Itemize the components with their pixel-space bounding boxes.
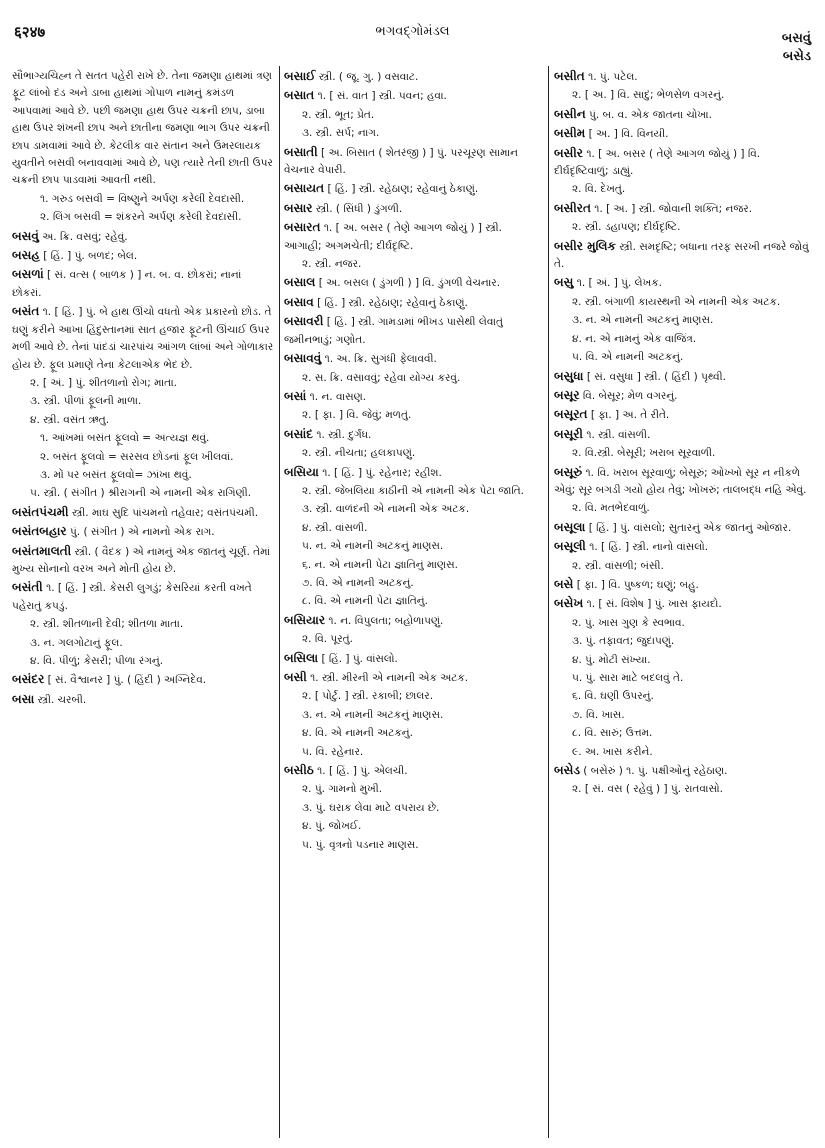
definition-text: [ અ. બસલ ( ડુંગળી ) ] વિ. ડુંગળી વેચનાર. (318, 277, 501, 290)
sense-line: ૭. વિ. એ નામની અટકનું. (302, 576, 414, 589)
definition-text: [ હિં. ] પું. વાંસલો; સુતારનું એક જાતનું ઓજાર. (588, 521, 792, 534)
dictionary-entry (12, 504, 274, 522)
dictionary-entry (12, 303, 274, 374)
sense-line: ૨. સ્ત્રી. જેબલિયા કાઠીની એ નામની એક પેટા જાતિ. (302, 484, 525, 497)
sense-line: ૨. [ સં. વસ ( રહેવું ) ] પું. રાતવાસો. (572, 783, 723, 796)
dictionary-entry (554, 464, 812, 500)
headword: બસે (554, 576, 574, 591)
dictionary-entry (284, 294, 542, 312)
definition-text: ૧. [ સં. વાત ] સ્ત્રી. પવન; હવા. (317, 90, 447, 103)
dictionary-entry (12, 671, 274, 689)
definition-text: [ અ. ] વિ. વિનયી. (588, 128, 669, 141)
definition-text: ૧. [ અં. ] પું. લેખક. (576, 277, 662, 290)
dictionary-entry (554, 538, 812, 556)
definition-text: [ ફા. ] વિ. પુષ્કળ; ઘણું; બહુ. (576, 578, 699, 591)
headword: બસીઠ (284, 763, 314, 778)
dictionary-entry (284, 313, 542, 349)
sense-line: ૪. ન. એ નામનું એક વાજિંત્ર. (572, 332, 697, 345)
headword: બસહ (12, 248, 40, 263)
sense-line: ૨. સ્ત્રી. ડહાપણ; દીર્ઘદૃષ્ટિ. (572, 221, 681, 234)
idiom-line: ૧. ગરુડ બસવી = વિષ્ણુને અર્પણ કરેલી દેવદાસી. (40, 192, 245, 205)
headword: બસા (12, 691, 35, 706)
headword: બસીન (554, 106, 586, 121)
dictionary-entry (554, 274, 812, 292)
sense-line: ૩. પું. ઘરાક લેવા માટે વપરાય છે. (302, 801, 440, 814)
dictionary-entry (554, 106, 812, 124)
headword: બસંત (12, 304, 40, 319)
headword: બસંતબહાર (12, 524, 67, 539)
dictionary-entry (12, 68, 274, 190)
definition-text: સૌભાગ્યચિહ્ન તે સતત પહેરી રાખે છે. તેના જમણા હાથમાં ત્રણ ફૂટ લાંબો દંડ અને ડાબા હાથમાં ગોપાળ નામનું કમંડળ આપવામાં આવે છે. પછી જમણા હાથ ઉપર ચક્રની છાપ, ડાબા હાથ ઉપર શંખની છાપ અને છાતીના જમણા ભાગ ઉપર ચક્રની છાપ ડામવામાં આવે છે. કેટલીક વાર સંતાન અને ઉમરલાયક યુવતીને બસવી બનાવવામાં આવે છે, પણ ત્યારે તેની છાતી ઉપર ચક્રની છાપ પાડવામાં આવતી નથી. (12, 70, 273, 187)
sense-line: ૮. વિ. સારું; ઉત્તમ. (572, 727, 653, 740)
headword: બસાયત (284, 181, 325, 196)
sense-line: ૨. સ્ત્રી. બંગાળી કાયસ્થની એ નામની એક અટક. (572, 295, 781, 308)
dictionary-entry (554, 762, 812, 780)
sense-line: ૨. સ. ક્રિ. વસાવવું; રહેવા યોગ્ય કરવું. (302, 371, 461, 384)
definition-text: ૧. ન. વાસણ. (309, 390, 367, 403)
column-1 (12, 68, 274, 1136)
dictionary-entry (284, 180, 542, 198)
definition-text: [ હિં. ] પું. વાંસલો. (321, 652, 398, 665)
definition-text: સ્ત્રી. સમદૃષ્ટિ; બધાના તરફ સરખી નજરે જોવું તે. (554, 240, 809, 271)
sense-line: ૨. પું. ગામનો મુખી. (302, 783, 383, 796)
headword: બસિયા (284, 464, 319, 479)
definition-text: ૧. [ હિં. ] પું. રહેનાર; રહીશ. (322, 466, 442, 479)
definition-text: [ હિં. ] સ્ત્રી. ગામડામાં ભીખડ પાસેથી લેવાતું જમીનભાડું; ગણોત. (284, 316, 503, 346)
headword: બસિયાર (284, 612, 326, 627)
sense-line: ૨. પું. ખાસ ગુણ કે સ્વભાવ. (572, 616, 685, 629)
sense-line: ૪. વિ. પીળું; કેસરી; પીળા રંગનું. (30, 655, 164, 667)
headword: બસૂરી (554, 426, 583, 441)
sense-line: ૪. સ્ત્રી. વાંસળી. (302, 521, 368, 534)
sense-line: ૪. પું. જોખઈ. (302, 820, 362, 833)
dictionary-entry (12, 579, 274, 615)
definition-text: ૧. પું. પટેલ. (588, 71, 638, 83)
dictionary-entry (554, 68, 812, 86)
definition-text: ૧. [ સં. વિશેષ ] પું. ખાસ ફાયદો. (586, 598, 722, 611)
dictionary-entry (554, 406, 812, 424)
guide-word-last: બસેડ (782, 49, 811, 64)
definition-text: સ્ત્રી. ( જૂ. ગુ. ) વસવાટ. (318, 71, 419, 83)
headword: બસાવરી (284, 314, 324, 329)
dictionary-entry (284, 350, 542, 368)
sense-line: ૩. સ્ત્રી. સર્પ; નાગ. (302, 127, 380, 140)
dictionary-entry (284, 762, 542, 780)
sense-line: ૮. વિ. એ નામની પેટા જ્ઞાતિનું. (302, 595, 428, 608)
headword: બસાં (284, 388, 307, 403)
sense-line: ૪. સ્ત્રી. વસંત ઋતુ. (30, 413, 110, 426)
page-number: ६२४७ (14, 23, 46, 41)
headword: બસાર (284, 200, 313, 215)
headword: બસાઈ (284, 69, 316, 83)
headword: બસીરત (554, 200, 591, 215)
headword: બસાંદ (284, 426, 314, 441)
definition-text: ૧. [ હિં. ] સ્ત્રી. નાનો વાંસલો. (589, 541, 709, 554)
dictionary-entry (284, 219, 542, 255)
sense-line: ૫. વિ. રહેનાર. (302, 745, 364, 758)
column-3 (554, 68, 812, 1136)
headword: બસૂર (554, 387, 580, 402)
idiom-line: ૧. આંખમાં બસંત ફૂલવો = અત્યજ્ઞ થવું. (40, 432, 210, 445)
sense-line: ૩. ન. એ નામની અટકનું માણસ. (302, 708, 444, 721)
idiom-line: ૨. બસંત ફૂલવો = સરસવ છોડનાં ફૂલ ખીલવાં. (40, 450, 234, 463)
dictionary-entry (554, 238, 812, 274)
sense-line: ૩. સ્ત્રી. પીળાં ફૂલની માળા. (30, 395, 142, 408)
definition-text: ૧. ન. વિપુલતા; બહોળાપણું. (328, 614, 444, 627)
headword: બસંતમાલતી (12, 543, 72, 558)
column-divider (279, 66, 280, 1138)
dictionary-entry (554, 426, 812, 444)
headword: બસૂરત (554, 407, 588, 422)
dictionary-entry (554, 519, 812, 537)
definition-text: ૧. અ. ક્રિ. સુગંધી ફેલાવવી. (324, 353, 437, 366)
sense-line: ૪. પું. મોટી સંખ્યા. (572, 653, 651, 666)
column-2 (284, 68, 542, 1136)
dictionary-entry (284, 200, 542, 218)
definition-text: પું. બ. વ. એક જાતના ચોખા. (589, 108, 712, 121)
dictionary-entry (284, 68, 542, 86)
definition-text: [ સં. વત્સ ( બાળક ) ] ન. બ. વ. છોકરાં; નાનાં છોકરાં. (12, 269, 242, 299)
dictionary-entry (12, 266, 274, 302)
sense-line: ૬. ન. એ નામની પેટા જ્ઞાતિનું માણસ. (302, 558, 458, 571)
dictionary-entry (554, 368, 812, 386)
sense-line: ૩. ન. એ નામની અટકનું માણસ. (572, 314, 714, 327)
headword: બસળાં (12, 267, 44, 282)
definition-text: ૧. [ અ. બસર ( તેણે આગળ જોયું ) ] સ્ત્રી. આગાહી; અગમચેતી; દીર્ઘદૃષ્ટિ. (284, 222, 503, 252)
sense-line: ૪. વિ. એ નામની અટકનું. (302, 727, 413, 740)
definition-text: સ્ત્રી. ( સિંધી ) ડુંગળી. (315, 202, 403, 215)
sense-line: ૨. [ પોર્ટુ. ] સ્ત્રી. રકાબી; છાલર. (302, 690, 434, 703)
headword: બસૂલી (554, 539, 586, 554)
headword: બસુધા (554, 368, 584, 383)
headword: બસાવ (284, 294, 314, 309)
dictionary-entry (284, 669, 542, 687)
definition-text: ૧. સ્ત્રી. દુર્ગંધ. (316, 428, 372, 441)
dictionary-entry (12, 691, 274, 709)
sense-line: ૨. સ્ત્રી. શીતળાની દેવી; શીતળા માતા. (30, 618, 184, 631)
sense-line: ૨. વિ. મતભેદવાળું. (572, 502, 650, 515)
guide-word-first: બસવું (781, 31, 811, 46)
definition-text: ૧. [ હિં. ] પું. એલચી. (317, 765, 408, 778)
headword: બસારત (284, 220, 321, 235)
definition-text: [ ફા. ] અ. તે રીતે. (590, 409, 670, 422)
sense-line: ૨. વિ. દેખતું. (572, 183, 626, 196)
page-title: ભગવદ્ગોમંડલ (375, 24, 450, 39)
headword: બસિલા (284, 650, 319, 665)
idiom-line: ૨. લિંગ બસવી = શંકરને અર્પણ કરેલી દેવદાસી. (40, 211, 242, 224)
dictionary-entry (554, 145, 812, 181)
definition-text: [ અ. બિસાત ( શેતરંજી ) ] પું. પરચૂરણ સામાન વેચનાર વેપારી. (284, 146, 518, 177)
sense-line: ૨. વિ. પૂરતું. (302, 633, 353, 646)
definition-text: [ હિં. ] સ્ત્રી. રહેઠાણ; રહેવાનું ઠેકાણું. (317, 296, 468, 309)
headword: બસીર મુલિક (554, 238, 616, 253)
dictionary-entry (284, 612, 542, 630)
headword: બસીત (554, 69, 585, 83)
column-divider (548, 66, 549, 1138)
definition-text: વિ. બેસૂર; મેળ વગરનું. (582, 389, 678, 402)
sense-line: ૨. વિ.સ્ત્રી. બેસૂરી; ખરાબ સૂરવાળી. (572, 447, 716, 460)
sense-line: ૨. સ્ત્રી. ભૂત; પ્રેત. (302, 108, 375, 121)
headword: બસંતપંચમી (12, 504, 69, 519)
definition-text: ૧. સ્ત્રી. વાંસળી. (586, 428, 651, 441)
headword: બસીમ (554, 126, 586, 141)
dictionary-entry (284, 388, 542, 406)
dictionary-entry (554, 595, 812, 613)
sense-line: ૨. [ અં. ] પું. શીતળાનો રોગ; માતા. (30, 376, 178, 389)
headword: બસૂરું (554, 464, 583, 479)
sense-line: ૫. સ્ત્રી. ( સંગીત ) શ્રીરાગની એ નામની એક રાગિણી. (30, 487, 252, 500)
sense-line: ૫. પું. વૃત્રનો પડનાર માણસ. (302, 838, 419, 851)
dictionary-entry (554, 387, 812, 405)
headword: બસી (284, 670, 307, 684)
definition-text: ૧. [ અ. ] સ્ત્રી. જોવાની શક્તિ; નજર. (594, 202, 753, 215)
definition-text: અ. ક્રિ. વસવું; રહેવું. (42, 230, 128, 243)
sense-line: ૬. વિ. ઘણી ઉપરનું. (572, 690, 654, 703)
dictionary-entry (284, 426, 542, 444)
dictionary-entry (554, 576, 812, 594)
definition-text: [ સં. વસુધા ] સ્ત્રી. ( હિંદી ) પૃથ્વી. (586, 370, 726, 383)
headword: બસેખ (554, 596, 584, 611)
sense-line: ૩. ન. ગલગોટાનું ફૂલ. (30, 636, 123, 649)
headword: બસાતી (284, 144, 318, 159)
dictionary-entry (284, 274, 542, 292)
headword: બસવું (12, 228, 39, 243)
dictionary-entry (554, 125, 812, 143)
dictionary-entry (284, 464, 542, 482)
sense-line: ૫. વિ. એ નામની અટકનું. (572, 351, 684, 364)
dictionary-entry (284, 144, 542, 180)
sense-line: ૨. સ્ત્રી. નજર. (302, 258, 362, 271)
dictionary-entry (12, 543, 274, 579)
headword: બસૂલા (554, 519, 586, 534)
dictionary-entry (12, 228, 274, 246)
headword: બસાત (284, 88, 315, 103)
sense-line: ૫. ન. એ નામની અટકનું માણસ. (302, 540, 444, 553)
headword: બસંદર (12, 672, 45, 687)
headword: બસાલ (284, 275, 316, 290)
sense-line: ૩. પું. તફાવત; જુદાપણું. (572, 635, 675, 648)
headword: બસુ (554, 275, 574, 290)
definition-text: ૧. [ હિં. ] પું. બે હાથ ઊંચો વધતો એક પ્રકારનો છોડ. તે ઘણું કરીને આખા હિંદુસ્તાનમાં સાત હજાર ફૂટની ઊંચાઈ ઉપર મળી આવે છે. તેનાં પાંદડાં ચારપાંચ આંગળ લાંબાં અને ગોળાકાર હોય છે. ફૂલ પ્રમાણે તેના કેટલાએક ભેદ છે. (12, 306, 274, 371)
sense-line: ૩. સ્ત્રી. વાળંદની એ નામની એક અટક. (302, 503, 470, 516)
definition-text: સ્ત્રી. માઘ સુદિ પાંચમનો તહેવાર; વસંતપંચમી. (71, 506, 259, 519)
definition-text: ૧. સ્ત્રી. મીરની એ નામની એક અટક. (310, 672, 469, 684)
sense-line: ૨. સ્ત્રી. નીચતા; હલકાપણું. (302, 447, 416, 460)
headword: બસાવવું (284, 351, 322, 366)
dictionary-entry (554, 200, 812, 218)
dictionary-entry (284, 650, 542, 668)
sense-line: ૨. [ અ. ] વિ. સાદું; ભેળસેળ વગરનું. (572, 89, 725, 102)
definition-text: પું. ( સંગીત ) એ નામનો એક રાગ. (69, 526, 215, 539)
definition-text: [ સં. વૈશ્વાનર ] પું. ( હિંદી ) અગ્નિદેવ. (47, 674, 207, 687)
sense-line: ૯. અ. ખાસ કરીને. (572, 745, 653, 758)
dictionary-entry (284, 87, 542, 105)
dictionary-entry (12, 247, 274, 265)
headword: બસંતી (12, 580, 43, 595)
definition-text: [ હિં. ] પું. બળદ; બેલ. (43, 250, 138, 263)
definition-text: ( બસેરું ) ૧. પું. પક્ષીઓનું રહેઠાણ. (583, 765, 728, 778)
headword: બસીર (554, 145, 583, 160)
headword: બસેડ (554, 763, 580, 778)
sense-line: ૭. વિ. ખાસ. (572, 708, 625, 721)
definition-text: ૧. વિ. ખરાબ સૂરવાળું; બેસૂરું; ઓખ્ખો સૂર ન નીકળે એવું; સૂર બગડી ગયો હોય તેવું; ખોખરું; તાલબદ્ધ નહિ એવું. (554, 466, 807, 496)
sense-line: ૨. સ્ત્રી. વાંસળી; બંસી. (572, 559, 664, 572)
definition-text: સ્ત્રી. ( વૈદક ) એ નામનું એક જાતનું ચૂર્ણ. તેમાં મુખ્ય સોનાનો વરખ અને મોતી હોય છે. (12, 545, 271, 575)
definition-text: ૧. [ અ. બસર ( તેણે આગળ જોયું ) ] વિ. દીર્ઘદૃષ્ટિવાળું; ડાહ્યું. (554, 147, 761, 178)
sense-line: ૨. [ ફા. ] વિ. જેવું; મળતું. (302, 409, 412, 422)
definition-text: સ્ત્રી. ચરબી. (37, 693, 87, 706)
definition-text: [ હિં. ] સ્ત્રી. રહેઠાણ; રહેવાનું ઠેકાણું. (327, 183, 479, 196)
dictionary-entry (12, 523, 274, 541)
idiom-line: ૩. મોં પર બસંત ફૂલવો= ઝાંખા થવું. (40, 468, 192, 481)
definition-text: ૧. [ હિં. ] સ્ત્રી. કેસરી લુગડું; કેસરિયાં કરતી વખતે પહેરાતું કપડું. (12, 582, 252, 612)
sense-line: ૫. પું. સારા માટે બદલવું તે. (572, 672, 684, 684)
